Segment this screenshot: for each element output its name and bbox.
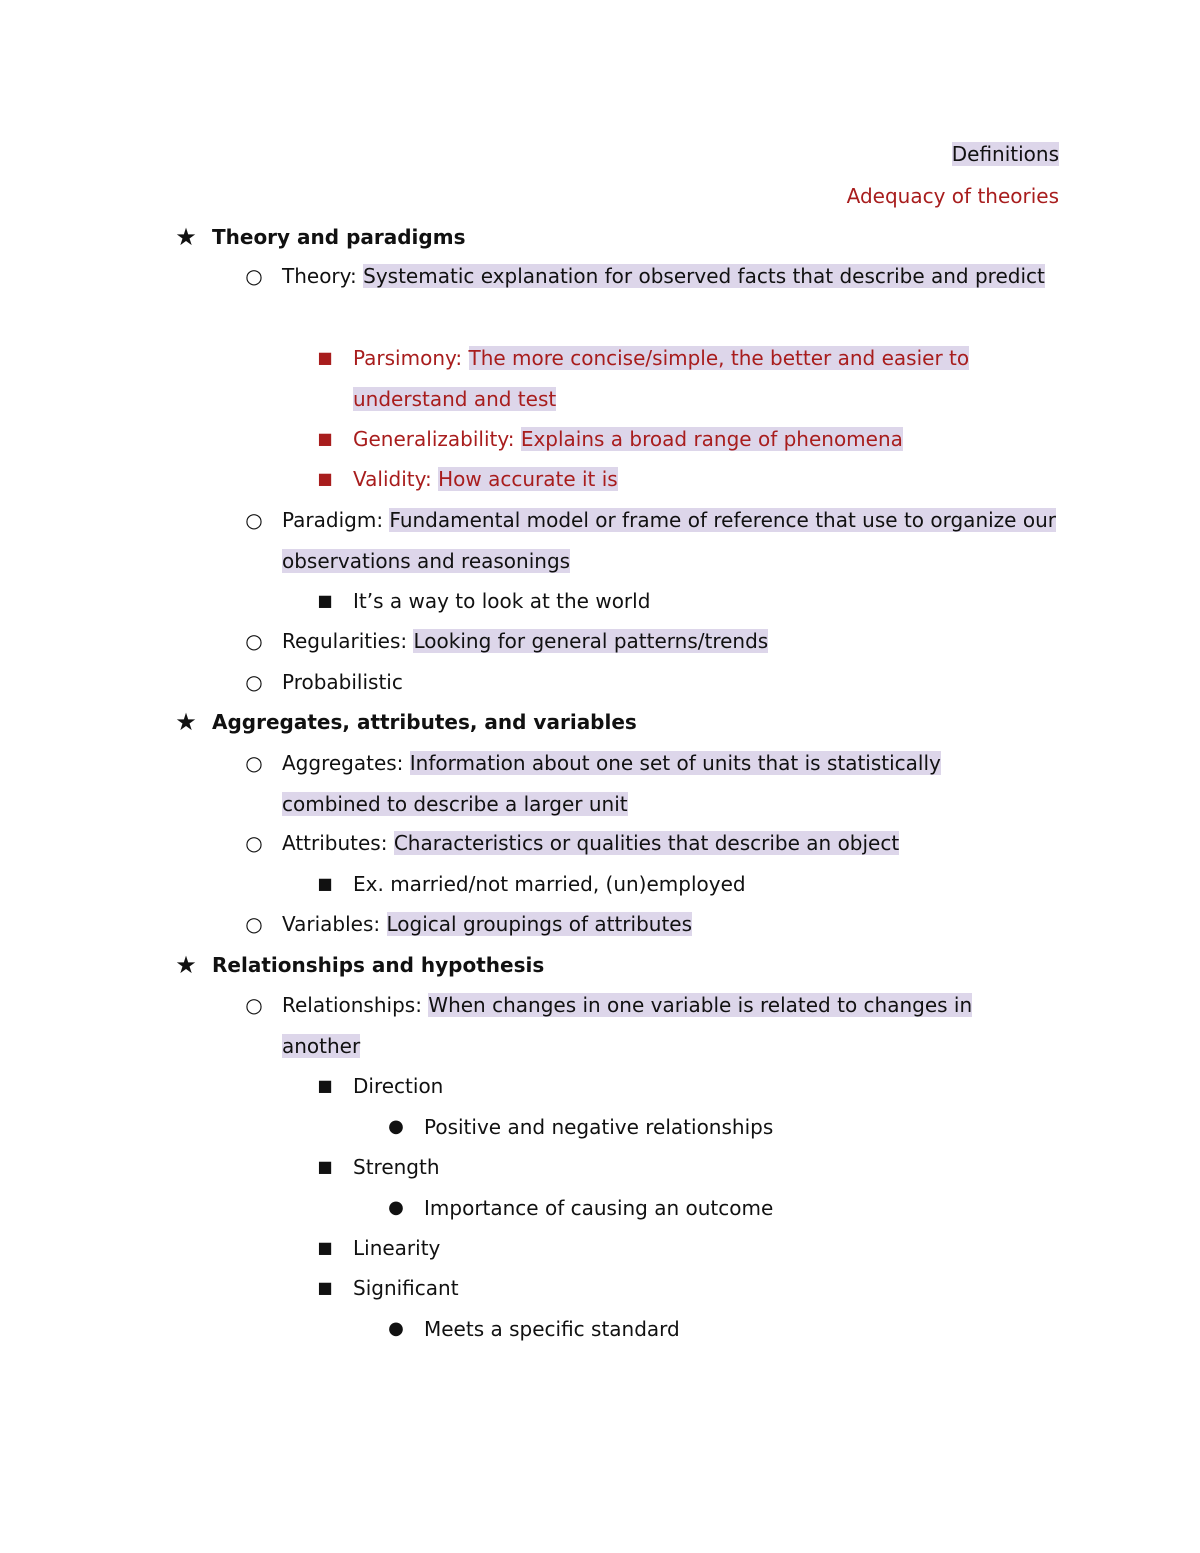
term-label: Regularities: [282,629,414,653]
term-definition: How accurate it is [438,467,618,491]
square-bullet-icon: ■ [317,1238,333,1257]
square-bullet-icon: ■ [317,1157,333,1176]
term-definition: Explains a broad range of phenomena [520,427,903,451]
square-bullet-icon: ■ [317,1278,333,1297]
circle-bullet-icon: ○ [245,264,263,288]
star-bullet-icon: ★ [175,223,197,251]
star-bullet-icon: ★ [175,951,197,979]
star-bullet-icon: ★ [175,708,197,736]
term-label: Relationships: [282,993,429,1017]
circle-bullet-icon: ○ [245,629,263,653]
term-label: Theory: [282,264,364,288]
dot-bullet-icon: ● [388,1318,404,1339]
square-bullet-icon: ■ [317,874,333,893]
dot-bullet-icon: ● [388,1116,404,1137]
term-label: Paradigm: [282,508,390,532]
square-bullet-icon: ■ [317,469,333,488]
circle-bullet-icon: ○ [245,912,263,936]
term-definition: The more concise/simple, the better and easier to understand and test [353,346,970,411]
term-definition: Fundamental model or frame of reference that use to organize our observations and reasonings [282,508,1056,573]
document-page: Definitions Adequacy of theories ★ Theory and paradigms ○ Theory: Systematic explanation for observed facts that describe and predict ■ Parsimony: The more concise/simple, the better and easier to understand and test ■ Generalizability: Explains a broad range of phenomena ■ Validity: How accurate it is ○ Paradigm: Fundamental model or frame of reference that use to organize our observations and reasonings ■ It’s a way to look at the world ○ Regularities: Looking for general patterns/trends ○ Probabilistic ★ Aggregates, attributes, and variables ○ Aggregates: Information about one set of units that is statistically combined to describe a larger unit ○ Attributes: Characteristics or qualities that describe an object ■ Ex. married/not married, (un)employed ○ Variables: Logical groupings of attributes ★ Relationships and hypothesis ○ Relationships: When changes in one variable is related to changes in another ■ Direction ● Positive and negative relationships ■ Strength ● Importance of causing an outcome ■ Linearity ■ Significant ● Meets a specific standard [0,0,1200,1553]
square-bullet-icon: ■ [317,591,333,610]
circle-bullet-icon: ○ [245,751,263,775]
term-label: Parsimony: [353,346,469,370]
term-definition: Systematic explanation for observed facts that describe and predict [363,264,1045,288]
legend-definitions: Definitions [951,142,1059,166]
square-bullet-icon: ■ [317,348,333,367]
circle-bullet-icon: ○ [245,993,263,1017]
term-definition: Information about one set of units that is statistically combined to describe a larger unit [282,751,941,816]
term-label: Variables: [282,912,387,936]
term-label: Generalizability: [353,427,521,451]
term-definition: When changes in one variable is related to changes in another [282,993,973,1058]
term-label: Attributes: [282,831,394,855]
term-label: Validity: [353,467,439,491]
circle-bullet-icon: ○ [245,508,263,532]
square-bullet-icon: ■ [317,1076,333,1095]
circle-bullet-icon: ○ [245,670,263,694]
legend-adequacy-of-theories: Adequacy of theories [846,184,1059,208]
term-definition: Logical groupings of attributes [386,912,693,936]
dot-bullet-icon: ● [388,1197,404,1218]
square-bullet-icon: ■ [317,429,333,448]
term-definition: Looking for general patterns/trends [413,629,769,653]
term-label: Aggregates: [282,751,410,775]
circle-bullet-icon: ○ [245,831,263,855]
term-definition: Characteristics or qualities that describe an object [393,831,900,855]
